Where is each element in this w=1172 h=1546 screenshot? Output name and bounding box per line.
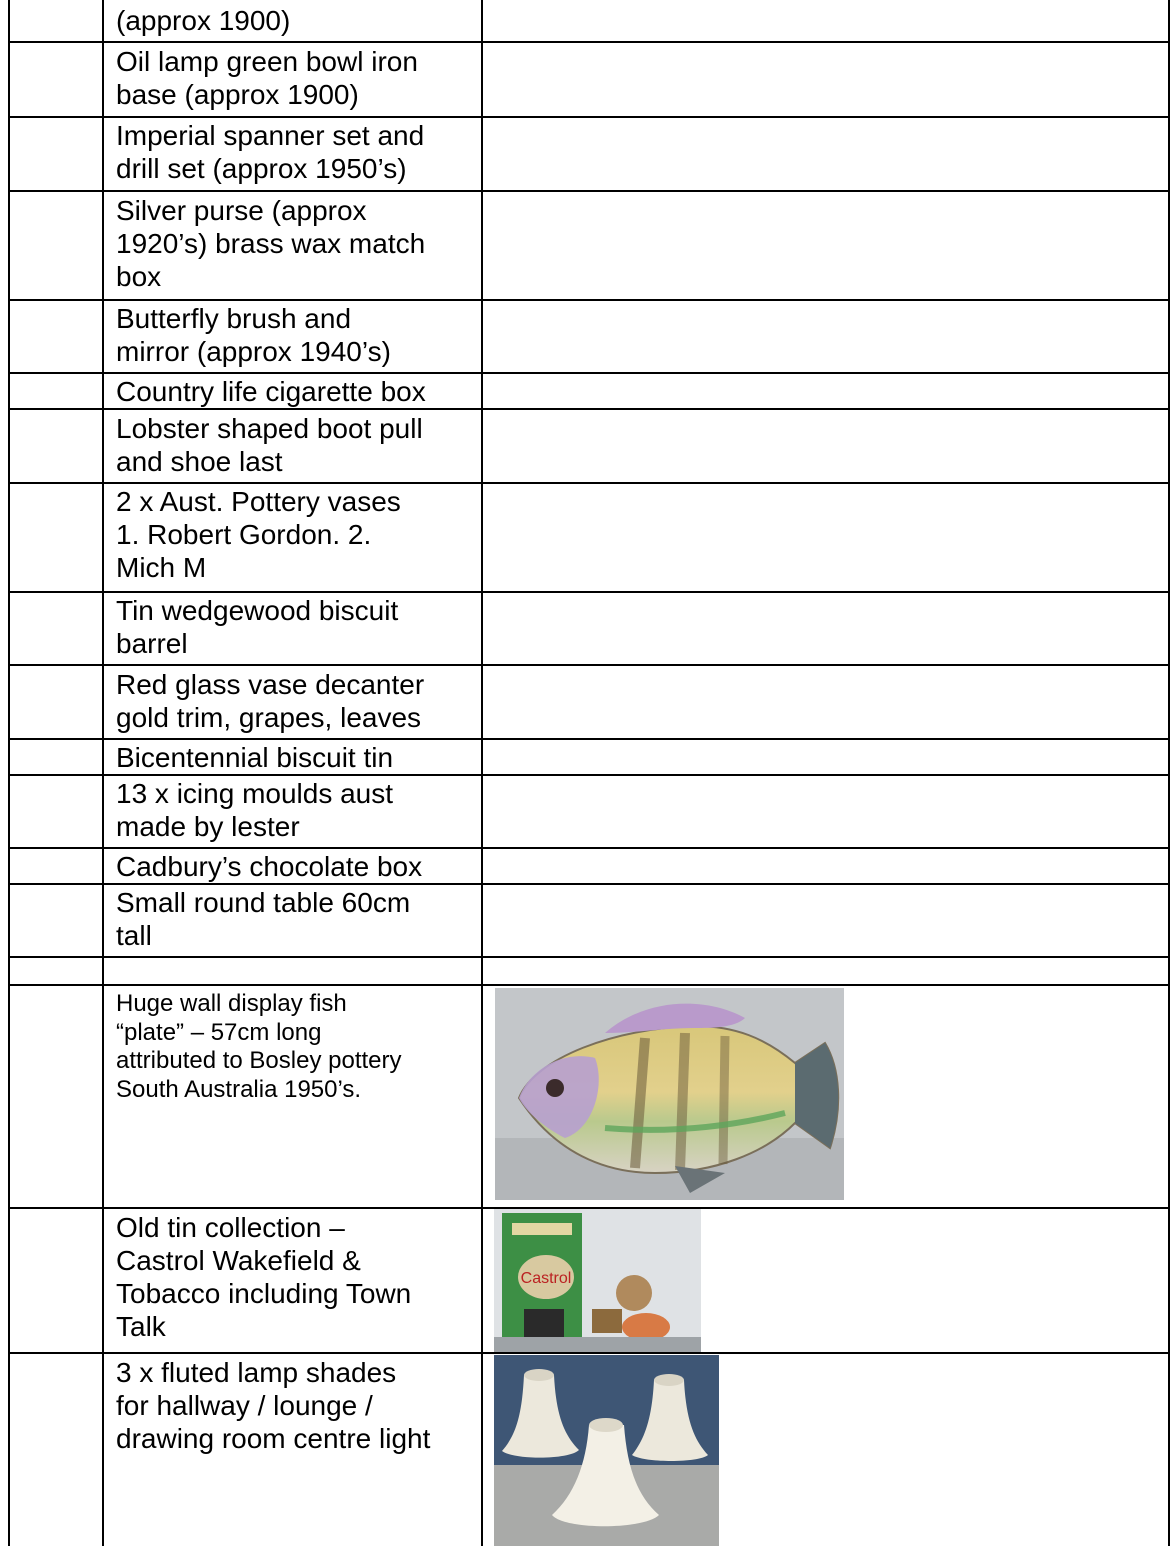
item-description: 2 x Aust. Pottery vases 1. Robert Gordon. 2. Mich M <box>116 486 401 583</box>
item-description: Tin wedgewood biscuit barrel <box>116 595 399 659</box>
fish-plate-photo <box>495 988 844 1200</box>
row-divider <box>8 1352 1170 1354</box>
item-description: 13 x icing moulds aust made by lester <box>116 778 394 842</box>
lamp-shades-photo <box>494 1355 719 1546</box>
tin-collection-image <box>494 1209 701 1352</box>
item-description: Lobster shaped boot pull and shoe last <box>116 413 423 477</box>
row-divider <box>8 847 1170 849</box>
row-divider <box>8 591 1170 593</box>
item-description: Old tin collection – Castrol Wakefield & Tobacco including Town Talk <box>116 1212 412 1342</box>
row-divider <box>8 664 1170 666</box>
item-description: Bicentennial biscuit tin <box>116 742 394 773</box>
row-divider <box>8 41 1170 43</box>
lamp-shades-image <box>494 1355 719 1546</box>
table-right-border <box>1168 0 1170 1546</box>
row-divider <box>8 482 1170 484</box>
table-left-border <box>8 0 10 1546</box>
item-description: Oil lamp green bowl iron base (approx 1900) <box>116 46 418 110</box>
row-divider <box>8 738 1170 740</box>
row-divider <box>8 299 1170 301</box>
tin-collection-photo <box>494 1209 701 1352</box>
row-divider <box>8 408 1170 410</box>
row-divider <box>8 774 1170 776</box>
item-description: Huge wall display fish “plate” – 57cm long attributed to Bosley pottery South Australia 1950’s. <box>116 990 402 1103</box>
item-description: (approx 1900) <box>116 5 291 36</box>
row-divider <box>8 116 1170 118</box>
fish-plate-image <box>495 988 844 1200</box>
table-column-divider-2 <box>481 0 483 1546</box>
item-description: Country life cigarette box <box>116 376 426 407</box>
table-column-divider-1 <box>102 0 104 1546</box>
item-description: Butterfly brush and mirror (approx 1940’s) <box>116 303 391 367</box>
item-description: Small round table 60cm tall <box>116 887 411 951</box>
item-description: Imperial spanner set and drill set (approx 1950’s) <box>116 120 425 184</box>
item-description: Silver purse (approx 1920’s) brass wax match box <box>116 195 426 292</box>
item-description: 3 x fluted lamp shades for hallway / lounge / drawing room centre light <box>116 1357 431 1454</box>
item-description: Red glass vase decanter gold trim, grapes, leaves <box>116 669 425 733</box>
row-divider <box>8 883 1170 885</box>
svg-text:Castrol: Castrol <box>520 1270 572 1287</box>
row-divider <box>8 190 1170 192</box>
row-divider <box>8 984 1170 986</box>
row-divider <box>8 372 1170 374</box>
item-description: Cadbury’s chocolate box <box>116 851 423 882</box>
row-divider <box>8 956 1170 958</box>
